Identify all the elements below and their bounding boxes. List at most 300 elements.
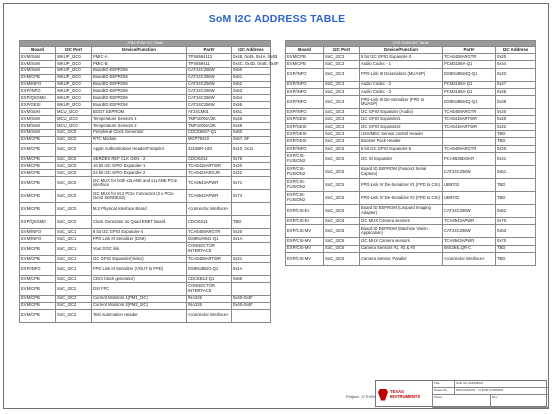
left-cell (232, 282, 271, 295)
table-row (286, 225, 536, 238)
left-cell: DS90UH941-Q1 (187, 236, 232, 243)
right-header-0: Board (286, 47, 324, 54)
left-cell: EXP/INFO (20, 262, 56, 275)
left-cell: 0x53 (232, 88, 271, 95)
right-cell: SoC_I2C6 (324, 204, 360, 217)
left-cell: SoC_I2C0 (56, 163, 92, 170)
left-cell (232, 309, 271, 322)
left-cell: I2C MUX for M.2 PCIe Connector (2 x PCIe Gen3 SERDES2) (92, 190, 187, 203)
left-cell: TCA9543APWR (187, 190, 232, 203)
table-row (286, 123, 536, 130)
left-cell: CDCEB13-Q1 (187, 275, 232, 282)
tb-drawing-value: PROCESSOR - J7 EVM COMMON (454, 388, 548, 395)
right-cell (443, 131, 496, 138)
project-name: J7 EVM (360, 394, 375, 399)
left-table-band: J784 EVM I2C Table (20, 41, 271, 47)
tb-drawn-label: Drawn By (432, 388, 454, 395)
right-cell: Audio Codec - 2 (360, 81, 443, 88)
left-cell: 0x76 (232, 156, 271, 163)
table-row (20, 229, 271, 236)
right-cell: EXP/CSI-MV (286, 225, 324, 238)
right-cell: TBD (496, 191, 536, 204)
right-cell: 0x44 (496, 61, 536, 68)
right-cell: TCA9543APWR (443, 217, 496, 224)
table-row (286, 252, 536, 265)
left-header-0: Board (20, 47, 56, 54)
left-cell: SoC_I2C1 (56, 229, 92, 236)
right-cell: SoC_I2C5 (324, 145, 360, 152)
left-cell: SoC_I2C1 (56, 275, 92, 282)
left-cell: EVM/CPB (20, 203, 56, 216)
table-row (286, 131, 536, 138)
left-header-2: Device/Function (92, 47, 187, 54)
right-cell: DS90UB924Q-Q1 (443, 68, 496, 81)
right-cell: TCA6408ARGTR (443, 145, 496, 152)
left-cell: SoC_I2C0 (56, 203, 92, 216)
left-cell: WKUP_I2C0 (56, 74, 92, 81)
left-cell: EXP/GESI (20, 102, 56, 109)
ti-logo (378, 384, 430, 405)
right-cell: Booster Pack Header (360, 138, 443, 145)
left-cell: BoardID EEPROM (92, 88, 187, 95)
left-cell: BoardID EEPROM (92, 74, 187, 81)
left-cell: SoC_I2C0 (56, 143, 92, 156)
table-row (20, 243, 271, 256)
table-row (20, 102, 271, 109)
tb-title-label: Title (432, 381, 454, 388)
left-cell: EVM/SoM (20, 54, 56, 61)
right-cell: SoC_I2C3 (324, 138, 360, 145)
left-cell: EVM/CPB (20, 275, 56, 282)
table-row (286, 191, 536, 204)
left-cell: <connector interface> (187, 203, 232, 216)
right-cell: Board ID EEPROM (Fusion2 Serial Capture) (360, 165, 443, 178)
left-cell: I2C GPIO Expander(Video) (92, 256, 187, 263)
left-cell: EVM/INFO (20, 236, 56, 243)
left-cell: SoC_I2C0 (56, 156, 92, 163)
left-cell: SoC_I2C0 (56, 129, 92, 136)
left-cell: EVM/CPB (20, 256, 56, 263)
tb-title-value: SoM I2C ADDRESS (454, 381, 548, 388)
left-cell: EVM/SoM (20, 116, 56, 123)
project-label: Project: J7 EVM (346, 394, 375, 399)
right-cell: TBD (496, 131, 536, 138)
right-cell: EXP/CSI-EI (286, 217, 324, 224)
left-cell: SoC_I2C0 (56, 190, 92, 203)
right-cell: EVM/CPB (286, 54, 324, 61)
left-cell: TCA9543APWR (187, 177, 232, 190)
left-cell (232, 203, 271, 216)
right-cell: EXP/GESI (286, 116, 324, 123)
left-cell: 0x71 (232, 177, 271, 190)
left-cell: BoardID EEPROM (92, 81, 187, 88)
left-cell: EVM/CPB (20, 302, 56, 309)
left-cell: FPD Link III Serializer (VOUT to FPD) (92, 262, 187, 275)
right-cell: Audio Codec - 1 (360, 61, 443, 68)
right-cell: EXP/CSI-MV (286, 245, 324, 252)
right-cell: Board ID EEPROM (Machine Vision Application) (360, 225, 443, 238)
left-cell: FPD Link III Serializer (DS9) (92, 236, 187, 243)
left-cell: EVM/CPB (20, 243, 56, 256)
left-cell: DSI FFC (92, 282, 187, 295)
right-cell: 0x20 (496, 116, 536, 123)
right-cell: EXP/CSI-MV (286, 238, 324, 245)
right-cell: TCA6408ARGTR (443, 109, 496, 116)
right-cell: I2C GPIO Expander (Audio) (360, 109, 443, 116)
left-cell: EVM/CPB (20, 177, 56, 190)
table-row (286, 145, 536, 152)
left-cell: EVM/SoM (20, 122, 56, 129)
left-cell: EVM/CPB (20, 170, 56, 177)
left-cell: SERDES REF CLK GEN - 2 (92, 156, 187, 163)
right-cell: SoC_I2C3 (324, 116, 360, 123)
left-cell: CDCI block generator) (92, 275, 187, 282)
right-cell: TCA9543APWR (443, 238, 496, 245)
right-cell: TBD (496, 178, 536, 191)
left-cell: MCU_I2C0 (56, 116, 92, 123)
left-cell: EXP/INFO (20, 88, 56, 95)
right-cell: EXP/GESI (286, 138, 324, 145)
left-cell: 0x10, 0x11 (232, 143, 271, 156)
left-cell: RTC Module (92, 136, 187, 143)
left-cell: Peripheral Clock Generator (92, 129, 187, 136)
right-cell: PCA9536DGKR (443, 152, 496, 165)
left-cell: Vout DOC link (92, 243, 187, 256)
left-cell: EXP/QSGMII (20, 216, 56, 229)
left-cell: MCU_I2C0 (56, 109, 92, 116)
right-cell: I2C MUX Camera sensors (360, 217, 443, 224)
right-cell: I2C IO Expander (360, 152, 443, 165)
left-cell: TMP100NA/3K (187, 116, 232, 123)
left-cell: SoC_I2C2 (56, 282, 92, 295)
left-cell: Test Automation Header (92, 309, 187, 322)
brand-line-1: TEXAS (390, 389, 404, 395)
right-cell: TBD (496, 252, 536, 265)
right-cell: 0x38 (496, 96, 536, 109)
right-cell: EXP/CSI-FUSION2 (286, 178, 324, 191)
right-cell: DS90UB924Q-Q1 (443, 96, 496, 109)
left-cell: EVM/INFO (20, 229, 56, 236)
right-cell: TBD (496, 245, 536, 252)
left-cell: SoC_I2C0 (56, 170, 92, 177)
table-row (286, 217, 536, 224)
left-cell: EVM/CPB (20, 295, 56, 302)
table-row (20, 60, 271, 67)
left-cell: MCU_I2C0 (56, 122, 92, 129)
right-cell: SoC_I2C3 (324, 88, 360, 95)
right-cell: USS/MEC Sensor control Header (360, 131, 443, 138)
table-row (20, 122, 271, 129)
left-cell: TBD (232, 216, 271, 229)
left-cell: TPS6594113 (187, 54, 232, 61)
right-cell: SoC_I2C5 (324, 152, 360, 165)
left-cell: 0x49 (232, 122, 271, 129)
left-header-1: I2C Port (56, 47, 92, 54)
left-cell: SoC_I2C1 (56, 256, 92, 263)
table-row (286, 54, 536, 61)
ti-state-icon (378, 389, 388, 401)
right-cell: SoC_I2C5 (324, 178, 360, 191)
table-row (20, 136, 271, 143)
left-cell: 0x51 (232, 74, 271, 81)
right-cell: TCA6408ARGTR (443, 54, 496, 61)
left-cell: BoardID EEPROM (92, 95, 187, 102)
left-cell: BoardID EEPROM (92, 102, 187, 109)
left-cell: 2216BR-10G (187, 143, 232, 156)
right-cell: 0x45 (496, 88, 536, 95)
right-cell: EXP/GESI (286, 123, 324, 130)
left-cell: CAT24C256W (187, 88, 232, 95)
right-cell: Board ID EEPROM (Leopard Imaging Adapter) (360, 204, 443, 217)
left-cell: WKUP_I2C0 (56, 88, 92, 95)
left-cell: AT24CM01 (187, 109, 232, 116)
tb-sheet-label: Sheet (432, 395, 490, 408)
left-cell: INA226 (187, 295, 232, 302)
right-cell: <connector interface> (443, 252, 496, 265)
right-cell: SoC_I2C3 (324, 131, 360, 138)
left-cell: DS90UB921-Q1 (187, 262, 232, 275)
left-cell: CAT24C256W (187, 95, 232, 102)
left-cell: 0x21 (232, 256, 271, 263)
table-row (20, 177, 271, 190)
left-cell: SoC_I2C0 (56, 177, 92, 190)
left-cell: EVM/INFO (20, 81, 56, 88)
right-cell: SoC_I2C6 (324, 252, 360, 265)
table-row (20, 190, 271, 203)
right-cell: EXP/INFO (286, 109, 324, 116)
right-header-2: Device/Function (360, 47, 443, 54)
right-cell (443, 138, 496, 145)
right-cell: EXP/GESI (286, 131, 324, 138)
right-cell: 0x20 (496, 145, 536, 152)
title-block (375, 380, 547, 407)
left-cell: 0x40-0x4F (232, 295, 271, 302)
left-cell: EVM/CPB (20, 282, 56, 295)
left-cell: EVM/CPB (20, 309, 56, 322)
right-cell: SoC_I2C3 (324, 81, 360, 88)
left-cell: 0x1A (232, 236, 271, 243)
left-cell: EVM/CPB (20, 74, 56, 81)
left-cell: BoardID EEPROM (92, 67, 187, 74)
right-cell: I2C MUX Camera sensors (360, 238, 443, 245)
right-header-4: I2C Address (496, 47, 536, 54)
left-cell: EVM/CPB (20, 156, 56, 163)
right-cell: SoC_I2C3 (324, 96, 360, 109)
table-row (286, 96, 536, 109)
left-cell: WKUP_I2C0 (56, 102, 92, 109)
left-cell: M.2 Physical Interface Board (92, 203, 187, 216)
right-cell: EXP/INFO (286, 88, 324, 95)
right-cell: EVM/CPB (286, 61, 324, 68)
right-cell: SoC_I2C3 (324, 61, 360, 68)
left-cell: EVM/CPB (20, 143, 56, 156)
left-cell: EVM/CPB (20, 163, 56, 170)
right-i2c-table (285, 40, 536, 266)
left-cell: Current Monitors 1(PM1_I2C) (92, 295, 187, 302)
left-cell: SoC_I2C0 (56, 136, 92, 143)
left-cell: 0x20 (232, 163, 271, 170)
table-row (20, 81, 271, 88)
left-cell: 0x40-0x4F (232, 302, 271, 309)
right-cell: SoC_I2C3 (324, 109, 360, 116)
right-cell: SoC_I2C6 (324, 238, 360, 245)
left-cell: EVM/CPB (20, 136, 56, 143)
right-cell: PCM3168A-Q1 (443, 88, 496, 95)
left-header-3: Part# (187, 47, 232, 54)
left-cell: PMIC-B (92, 60, 187, 67)
left-cell: CAT24C256W (187, 74, 232, 81)
left-cell: Temperature Sensors 1 (92, 116, 187, 123)
left-cell: 0x1A (232, 262, 271, 275)
table-row (286, 109, 536, 116)
right-cell: SoC_I2C3 (324, 123, 360, 130)
right-cell: EXP/CSI-FUSION2 (286, 191, 324, 204)
left-cell: WKUP_I2C0 (56, 81, 92, 88)
left-i2c-table (19, 40, 279, 323)
left-cell: I2C MUX for both x2LANE and x1LANE PCIe interface (92, 177, 187, 190)
table-row (20, 156, 271, 163)
right-cell: EXP/CSI-MV (286, 252, 324, 265)
left-cell: MCP79410 (187, 136, 232, 143)
left-cell: SoC_I2C2 (56, 295, 92, 302)
right-cell: FPD-Link III Deserializer (MUASP) (360, 68, 443, 81)
right-cell: UB9702 (443, 191, 496, 204)
table-row (20, 67, 271, 74)
left-cell: BOOT EEPROM (92, 109, 187, 116)
left-cell: 0x65 (232, 275, 271, 282)
right-cell: 0x22 (496, 123, 536, 130)
left-cell: CDCI6214 (187, 216, 232, 229)
table-row (20, 236, 271, 243)
table-row (20, 109, 271, 116)
right-cell: I2C GPIO Expander1 (360, 116, 443, 123)
right-cell: SoC_I2C6 (324, 245, 360, 252)
table-row (20, 129, 271, 136)
left-cell: EVM/SoM (20, 67, 56, 74)
left-cell: 0x20 (232, 229, 271, 236)
left-cell: 24 bit I2C GPIO Expander-2 (92, 170, 187, 177)
left-cell: WKUP_I2C0 (56, 54, 92, 61)
right-cell: EXP/INFO (286, 145, 324, 152)
left-cell: PMIC-A (92, 54, 187, 61)
left-cell: 16 bit I2C GPIO Expander-1 (92, 163, 187, 170)
table-row (286, 116, 536, 123)
table-row (20, 216, 271, 229)
right-cell: 8 bit I2C GPIO Expander-5 (360, 145, 443, 152)
right-cell: EXP/CSI-EI (286, 204, 324, 217)
right-cell: CAT24C256W (443, 165, 496, 178)
left-cell: WKUP_I2C0 (56, 60, 92, 67)
right-cell: PCM3168A-Q1 (443, 81, 496, 88)
left-cell: CAT24C256W (187, 81, 232, 88)
right-table-band: J721 EVM I2C Table (286, 41, 536, 47)
right-cell: TCA6416ARTWR (443, 123, 496, 130)
brand-line-2: INSTRUMENTS (390, 393, 421, 399)
left-cell: 0x57, 6F (232, 136, 271, 143)
right-cell: FPD-Link III De-Serializer (FPD to MUASP) (360, 96, 443, 109)
right-cell: EXP/CSI-FUSION2 (286, 165, 324, 178)
left-cell: TCA6416ARTWR (187, 163, 232, 170)
left-cell: TMP100NA/3K (187, 122, 232, 129)
left-cell: TCA6424ARGJR (187, 170, 232, 177)
left-cell: 0x74 (232, 190, 271, 203)
left-cell: WKUP_I2C0 (56, 95, 92, 102)
right-header-3: Part# (443, 47, 496, 54)
right-cell: SoC_I2C6 (324, 225, 360, 238)
table-row (286, 61, 536, 68)
right-cell: 0x2C (496, 68, 536, 81)
table-row (20, 116, 271, 123)
right-cell: TCA6416ARTWR (443, 116, 496, 123)
left-cell: 0x48, 0x49, 0x4A, 0x4B (233, 53, 278, 59)
left-cell: 0x54 (232, 95, 271, 102)
right-cell: CAT24C256W (443, 225, 496, 238)
table-row (20, 295, 271, 302)
table-row (286, 138, 536, 145)
table-row (20, 275, 271, 282)
table-row (20, 74, 271, 81)
table-row (286, 68, 536, 81)
right-cell: Camera Sensor, Parallel (360, 252, 443, 265)
right-cell: Audio Codec - 3 (360, 88, 443, 95)
page-title: SoM I2C ADDRESS TABLE (208, 13, 346, 25)
left-cell: EVM/SoM (20, 109, 56, 116)
right-cell: SoC_I2C6 (324, 217, 360, 224)
left-cell: TCA6408ARTWR (187, 256, 232, 263)
left-cell: 0x48 (232, 116, 271, 123)
left-cell: CONNECTOR INTERFACE (187, 243, 232, 256)
table-row (286, 238, 536, 245)
right-cell: 0x41 (496, 152, 536, 165)
left-cell: 0x52 (232, 81, 271, 88)
left-cell (232, 243, 271, 256)
right-cell: FPD-Link IV De-Serializer #2 (FPD to CSI) (360, 191, 443, 204)
right-cell: 0x20 (496, 109, 536, 116)
right-cell: 0x20 (496, 54, 536, 61)
table-row (20, 95, 271, 102)
left-cell: SoC_I2C0 (56, 216, 92, 229)
title-block-grid (432, 381, 546, 406)
left-cell: SoC_I2C2 (56, 309, 92, 322)
left-cell: EXP/QSGMII (20, 95, 56, 102)
left-cell: CDCI6214 (187, 156, 232, 163)
left-cell: 0x60 (232, 129, 271, 136)
right-cell: 0x51 (496, 165, 536, 178)
right-cell: SoC_I2C3 (324, 68, 360, 81)
left-cell: Current Monitors 2(PM2_I2C) (92, 302, 187, 309)
right-cell: IMX264LQR-C (443, 245, 496, 252)
right-cell: EXP/CSI-FUSION2 (286, 152, 324, 165)
table-row (20, 170, 271, 177)
table-row (20, 163, 271, 170)
right-cell: EXP/INFO (286, 81, 324, 88)
left-cell: <connector interface> (187, 309, 232, 322)
left-cell: 8 bit I2C GPIO Expander-4 (92, 229, 187, 236)
right-cell: EXP/INFO (286, 68, 324, 81)
right-cell: UB9702 (443, 178, 496, 191)
right-cell: 0x70 (496, 217, 536, 224)
right-cell: FPD-Link IV De-Serializer #1 (FPD to CSI) (360, 178, 443, 191)
left-cell: SoC_I2C1 (56, 243, 92, 256)
left-cell: EVM/CPB (20, 190, 56, 203)
table-row (286, 88, 536, 95)
left-cell: EVM/SoM (20, 129, 56, 136)
table-row (286, 245, 536, 252)
table-row (286, 81, 536, 88)
table-row (20, 143, 271, 156)
table-row (20, 302, 271, 309)
left-cell: Clock Generator on Quad ENET Board (92, 216, 187, 229)
